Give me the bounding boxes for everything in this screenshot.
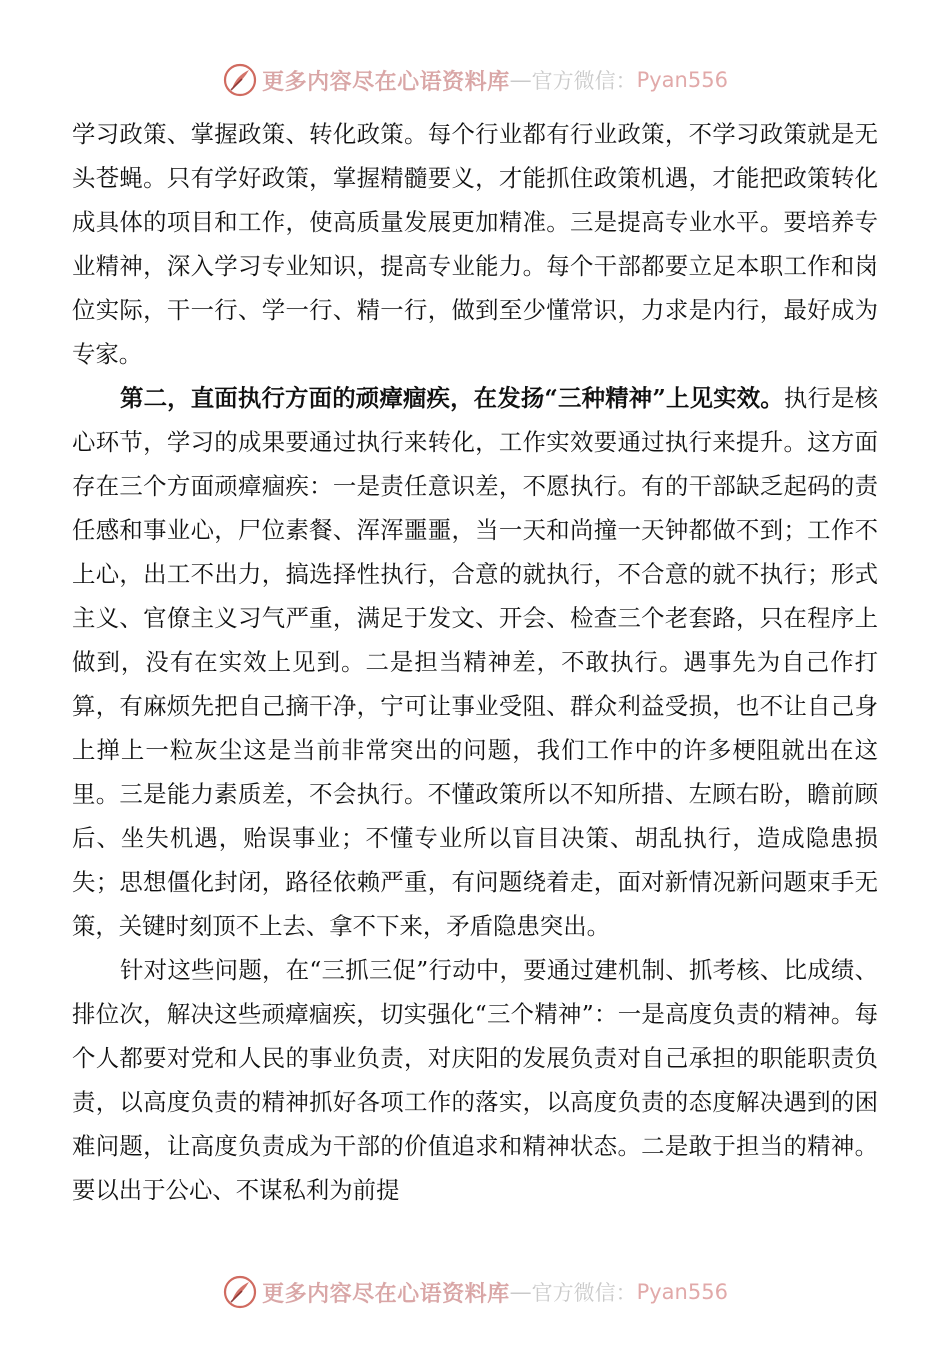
body-paragraph [72,376,878,948]
paragraph-text: 执行是核心环节，学习的成果要通过执行来转化，工作实效要通过执行来提升。这方面存在三个方面顽瘴痼疾：一是责任意识差，不愿执行。有的干部缺乏起码的责任感和事业心，尸位素餐、浑浑噩噩，当一天和尚撞一天钟都做不到；工作不上心，出工不出力，搞选择性执行，合意的就执行，不合意的就不执行；形式主义、官僚主义习气严重，满足于发文、开会、检查三个老套路，只在程序上做到，没有在实效上见到。二是担当精神差，不敢执行。遇事先为自己作打算，有麻烦先把自己摘干净，宁可让事业受阻、群众利益受损，也不让自己身上掸上一粒灰尘这是当前非常突出的问题，我们工作中的许多梗阻就出在这里。三是能力素质差，不会执行。不懂政策所以不知所措、左顾右盼，瞻前顾后、坐失机遇，贻误事业；不懂专业所以盲目决策、胡乱执行，造成隐患损失；思想僵化封闭，路径依赖严重，有问题绕着走，面对新情况新问题束手无策，关键时刻顶不上去、拿不下来，矛盾隐患突出。 [72,384,879,940]
wechat-label: 官方微信： [531,69,637,93]
body-paragraph [72,112,878,376]
document-body [72,112,878,1212]
banner-dash: — [509,1279,532,1305]
banner-dash: — [509,67,532,93]
library-name-text: 更多内容尽在心语资料库 [262,68,510,95]
body-paragraph [72,948,878,1212]
wechat-id: Pyan556 [636,1280,728,1304]
quill-logo-icon [222,1274,258,1310]
footer-watermark-banner [0,1272,950,1312]
paragraph-text: 学习政策、掌握政策、转化政策。每个行业都有行业政策，不学习政策就是无头苍蝇。只有学好政策，掌握精髓要义，才能抓住政策机遇，才能把政策转化成具体的项目和工作，使高质量发展更加精准。三是提高专业水平。要培养专业精神，深入学习专业知识，提高专业能力。每个干部都要立足本职工作和岗位实际，干一行、学一行、精一行，做到至少懂常识，力求是内行，最好成为专家。 [72,120,878,368]
header-watermark-banner [0,60,950,100]
library-name-text: 更多内容尽在心语资料库 [262,1280,510,1307]
quill-logo-icon [222,62,258,98]
section-heading-text: 第二，直面执行方面的顽瘴痼疾，在发扬“三种精神”上见实效。 [120,384,784,412]
wechat-id: Pyan556 [636,68,728,92]
wechat-label: 官方微信： [531,1281,637,1305]
paragraph-text: 针对这些问题，在“三抓三促”行动中，要通过建机制、抓考核、比成绩、排位次，解决这些顽瘴痼疾，切实强化“三个精神”：一是高度负责的精神。每个人都要对党和人民的事业负责，对庆阳的发展负责对自己承担的职能职责负责，以高度负责的精神抓好各项工作的落实，以高度负责的态度解决遇到的困难问题，让高度负责成为干部的价值追求和精神状态。二是敢于担当的精神。要以出于公心、不谋私利为前提 [72,956,878,1204]
